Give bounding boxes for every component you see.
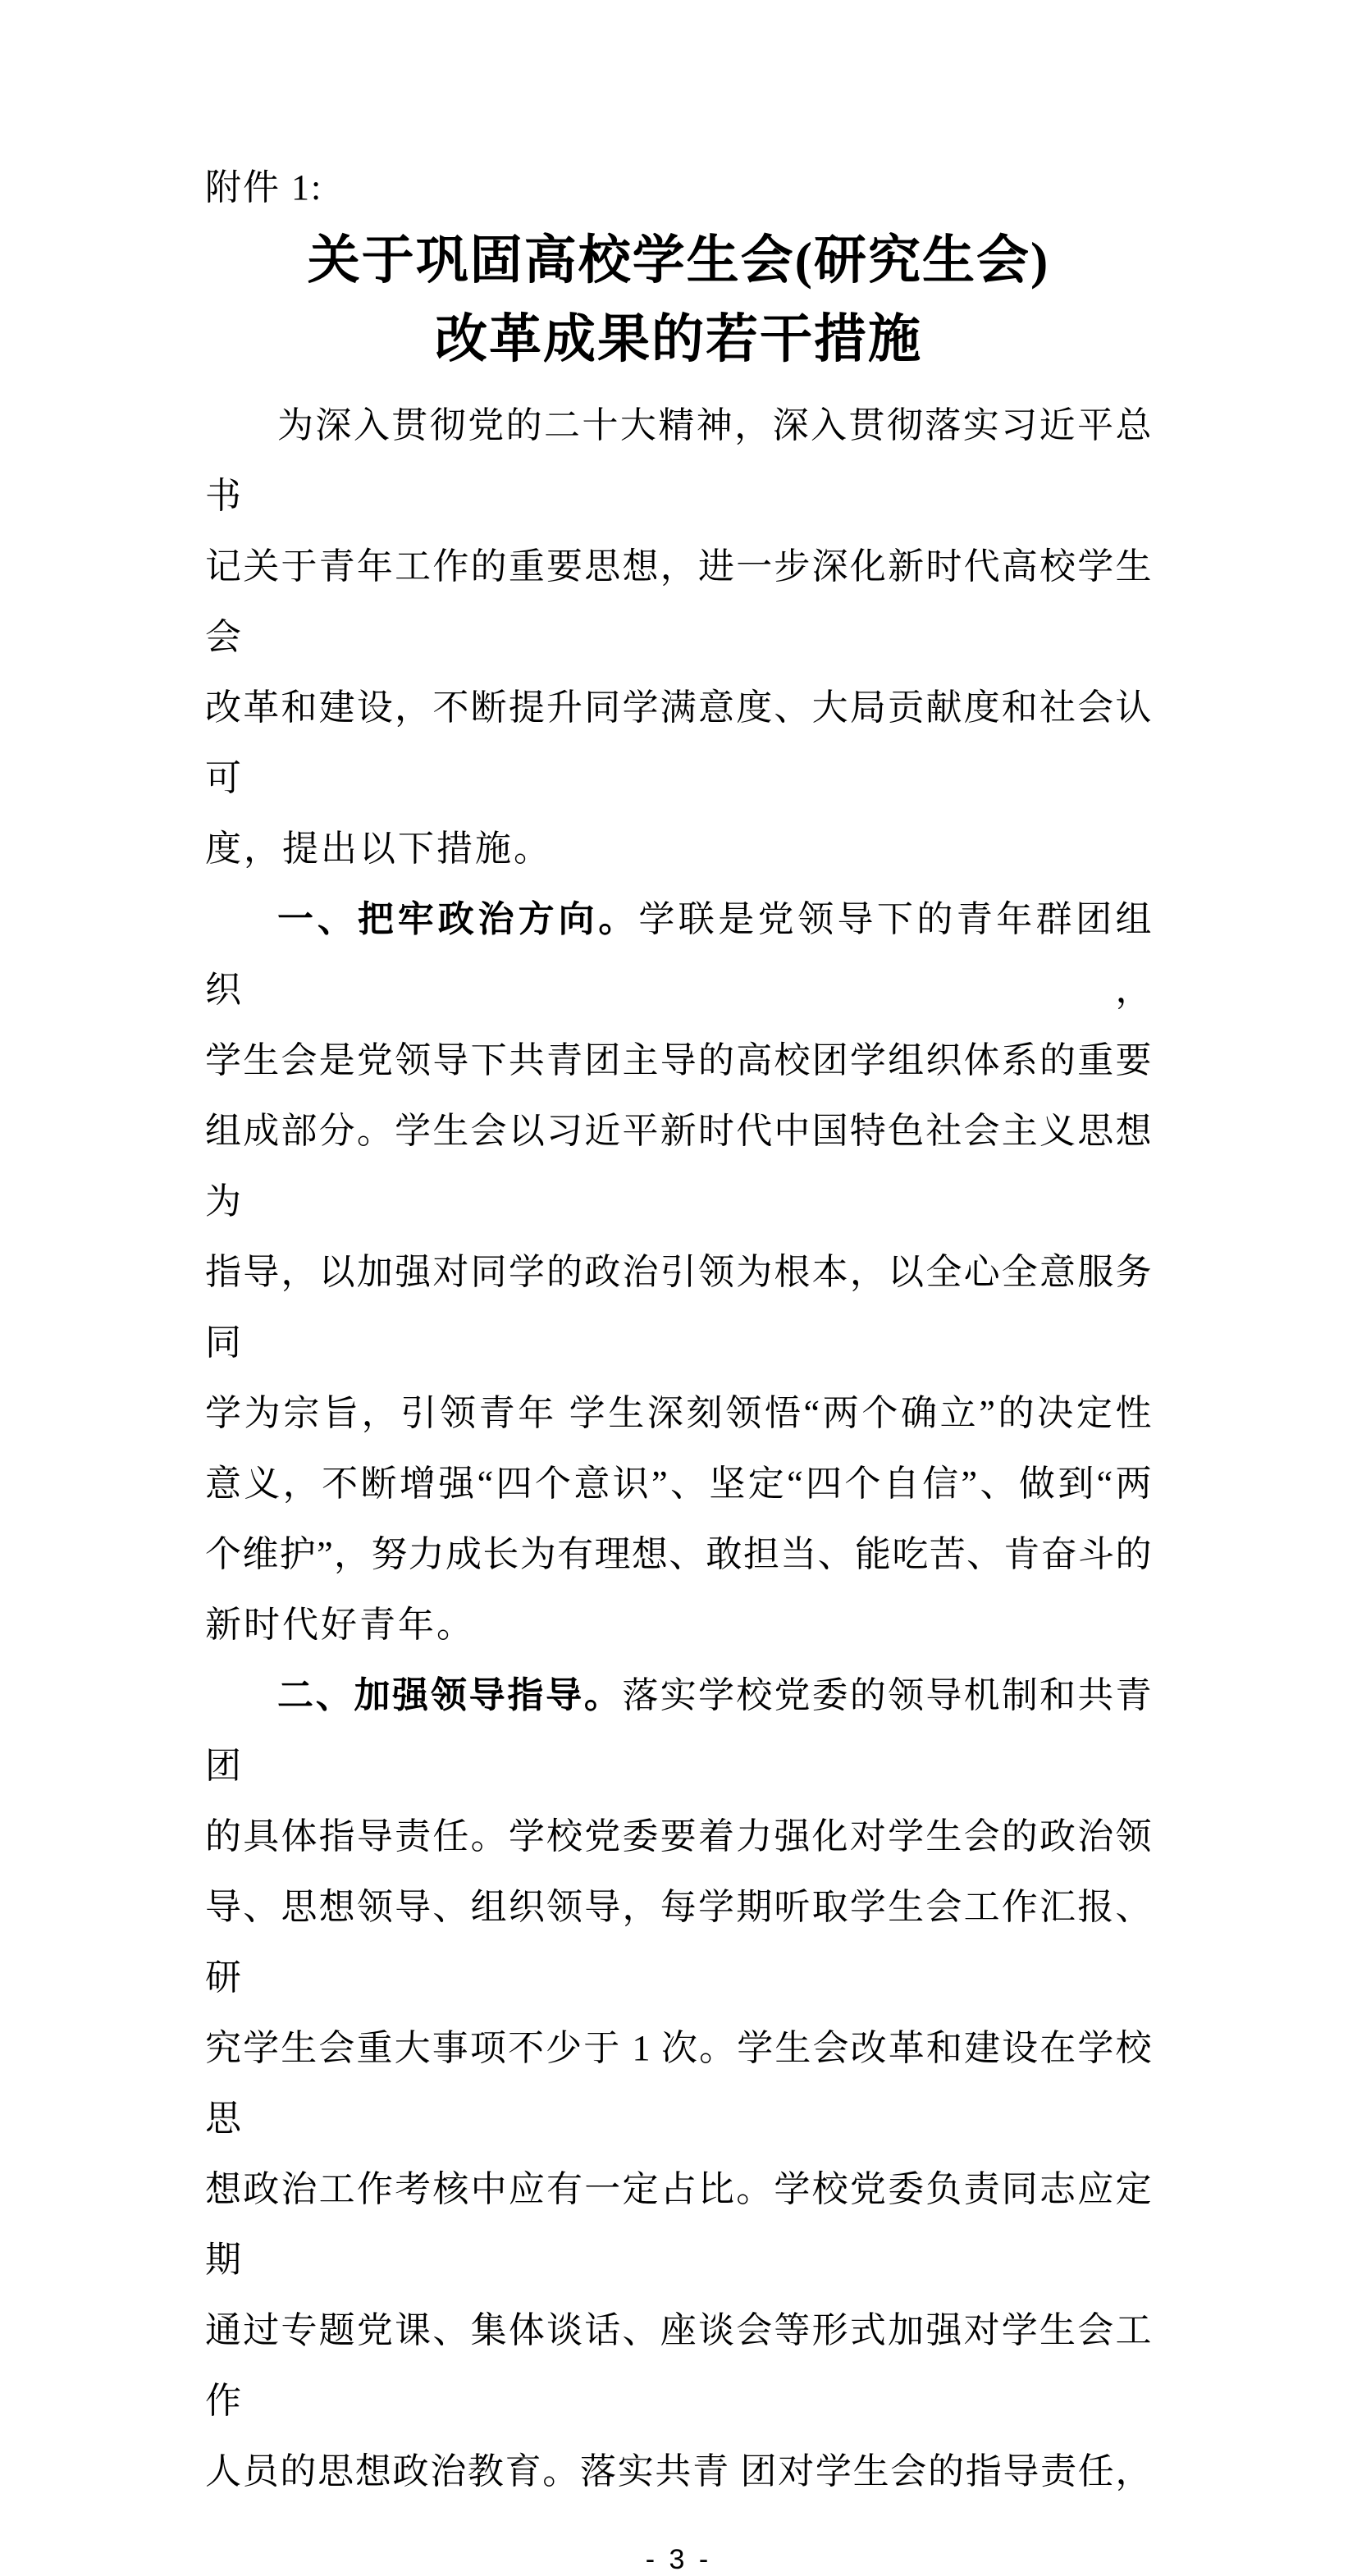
text-line: 为深入贯彻党的二十大精神，深入贯彻落实习近平总书	[205, 405, 1152, 516]
text-line: 想政治工作考核中应有一定占比。学校党委负责同志应定期	[205, 2169, 1152, 2280]
attachment-label: 附件 1:	[205, 167, 323, 208]
text-line: 度，提出以下措施。	[205, 829, 552, 869]
title-line-2: 改革成果的若干措施	[435, 310, 922, 368]
text-line: 新时代好青年。	[205, 1605, 475, 1645]
text-line: 组成部分。学生会以习近平新时代中国特色社会主义思想为	[205, 1111, 1152, 1222]
text-line: 记关于青年工作的重要思想，进一步深化新时代高校学生会	[205, 546, 1152, 657]
text-line: 人员的思想政治教育。落实共青 团对学生会的指导责任，	[205, 2451, 1152, 2492]
text-line: 学生会是党领导下共青团主导的高校团学组织体系的重要	[205, 1040, 1152, 1080]
text-line: 个维护”，努力成长为有理想、敢担当、能吃苦、肯奋斗的	[205, 1534, 1152, 1574]
text-line: 的具体指导责任。学校党委要着力强化对学生会的政治领	[205, 1816, 1152, 1857]
text-line: 导、思想领导、组织领导，每学期听取学生会工作汇报、研	[205, 1887, 1152, 1998]
document-title	[205, 222, 1152, 379]
text-line: 学为宗旨，引领青年 学生深刻领悟“两个确立”的决定性	[205, 1393, 1152, 1433]
text-line: 意义，不断增强“四个意识”、坚定“四个自信”、做到“两	[205, 1464, 1152, 1504]
page-number: - 3 -	[645, 2544, 712, 2575]
section-heading: 一、把牢政治方向。	[277, 899, 639, 939]
text-line: 通过专题党课、集体谈话、座谈会等形式加强对学生会工作	[205, 2310, 1152, 2421]
text-line: 究学生会重大事项不少于 1 次。学生会改革和建设在学校思	[205, 2028, 1152, 2139]
text-line: 指导，以加强对同学的政治引领为根本，以全心全意服务同	[205, 1252, 1152, 1363]
text-line	[205, 1660, 1152, 1802]
title-line-1: 关于巩固高校学生会(研究生会)	[307, 231, 1050, 290]
text-line: 改革和建设，不断提升同学满意度、大局贡献度和社会认可	[205, 687, 1152, 798]
section-heading: 二、加强领导指导。	[277, 1675, 623, 1715]
line-text: 学联是党领导下的青年群团组织，	[205, 899, 1153, 1010]
text-line	[205, 884, 1152, 1025]
document-body	[205, 391, 1152, 2507]
line-text: 落实学校党委的领导机制和共青团	[205, 1675, 1153, 1786]
